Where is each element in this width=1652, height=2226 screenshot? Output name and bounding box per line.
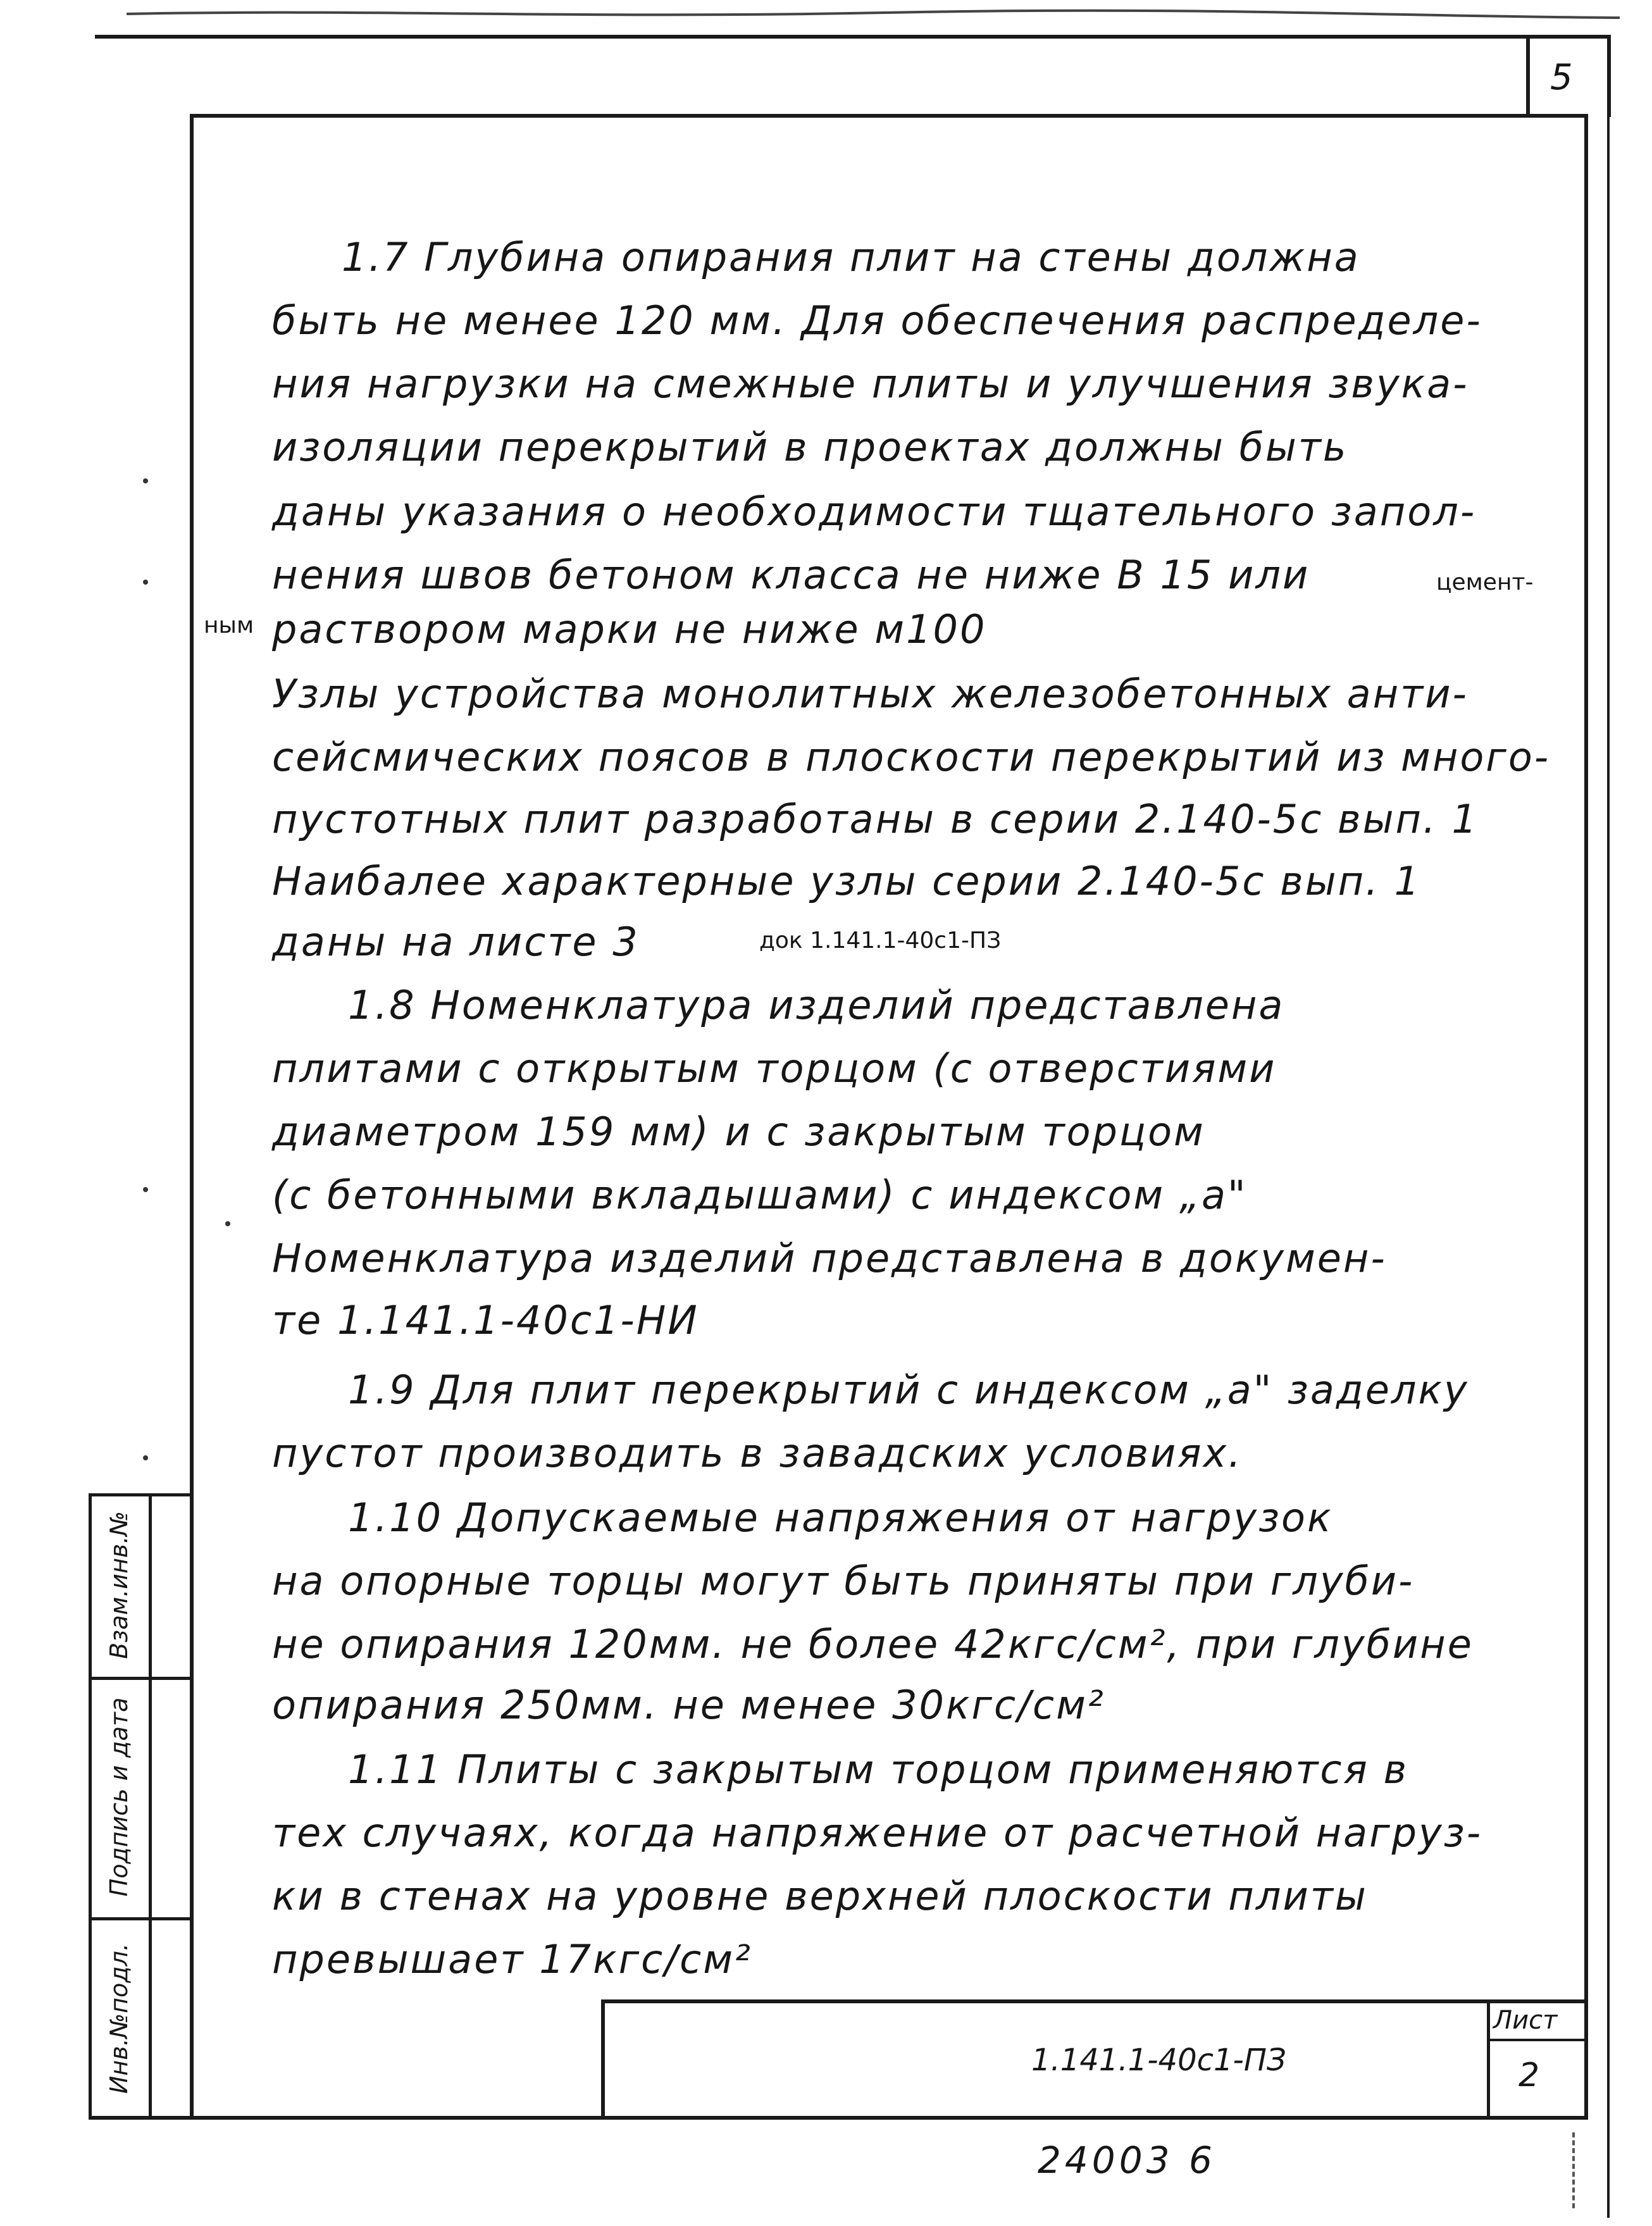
text-line: нения швов бетоном класса не ниже В 15 или [272, 552, 1310, 598]
text-line: плитами с открытым торцом (с отверстиями [272, 1045, 1277, 1091]
crop-mark [1572, 2132, 1575, 2208]
text-line: превышает 17кгс/см² [272, 1936, 752, 1982]
margin-dot [143, 580, 148, 585]
text-line: раствором марки не ниже м100 [272, 606, 987, 652]
margin-dot [143, 478, 148, 483]
page-number-cell-left [1526, 35, 1530, 117]
text-line: 1.8 Номенклатура изделий представлена [348, 982, 1285, 1028]
frame-right-outer [1607, 117, 1610, 2218]
page-number: 5 [1550, 57, 1573, 98]
frame-top-outer [95, 35, 1607, 39]
margin-dot [143, 1187, 148, 1192]
text-line: те 1.141.1-40с1-НИ [272, 1297, 699, 1343]
sheet-cell-divider [1487, 2039, 1588, 2041]
vzam-inv-label: Взам.инв.№ [105, 1511, 133, 1659]
side-stamp-div1 [89, 1677, 193, 1680]
bottom-note: 24003 6 [1038, 2139, 1216, 2182]
text-line: Узлы устройства монолитных железобетонных анти- [272, 671, 1469, 717]
text-line: Наибалее характерные узлы серии 2.140-5с вып. 1 [272, 858, 1422, 904]
podpis-data-label: Подпись и дата [105, 1697, 133, 1897]
inv-podl-label: Инв.№подл. [105, 1943, 133, 2094]
margin-dot [143, 1455, 148, 1460]
text-line: даны указания о необходимости тщательного запол- [272, 488, 1477, 535]
frame-top [190, 114, 1588, 118]
text-line: сейсмических поясов в плоскости перекрытий из много- [272, 734, 1551, 780]
frame-bottom [89, 2116, 1588, 2120]
text-line: изоляции перекрытий в проектах должны быть [272, 424, 1348, 470]
text-line: Номенклатура изделий представлена в докумен- [272, 1235, 1387, 1281]
title-block-top [601, 1999, 1588, 2003]
frame-right [1584, 114, 1588, 2120]
page-number-cell-right [1607, 35, 1611, 117]
text-line: даны на листе 3 [272, 919, 640, 965]
frame-left [190, 114, 194, 2120]
title-block-left [601, 1999, 605, 2120]
text-line: 1.7 Глубина опирания плит на стены должна [342, 234, 1360, 280]
text-line: пустот производить в завадских условиях. [272, 1430, 1243, 1476]
sheet-cell-left [1487, 1999, 1490, 2120]
top-edge-line [0, 0, 1652, 38]
side-stamp-div2 [89, 1917, 193, 1920]
document-designation: 1.141.1-40с1-ПЗ [1031, 2043, 1286, 2078]
sheet-number: 2 [1518, 2056, 1540, 2094]
text-line: 1.10 Допускаемые напряжения от нагрузок [348, 1495, 1333, 1541]
text-line: опирания 250мм. не менее 30кгс/см² [272, 1682, 1105, 1728]
text-line: на опорные торцы могут быть приняты при глуби- [272, 1558, 1415, 1604]
text-line: быть не менее 120 мм. Для обеспечения распределе- [272, 297, 1482, 344]
text-line: (с бетонными вкладышами) с индексом „а" [272, 1172, 1248, 1218]
margin-dot [225, 1221, 230, 1226]
side-stamp-left [89, 1493, 92, 2120]
text-line: тех случаях, когда напряжение от расчетной нагруз- [272, 1810, 1483, 1856]
side-stamp-mid [149, 1493, 152, 2120]
text-line: ки в стенах на уровне верхней плоскости плиты [272, 1873, 1368, 1919]
doc-reference: док 1.141.1-40с1-ПЗ [759, 928, 1002, 954]
cement-prefix: ным [204, 612, 254, 638]
text-line: 1.9 Для плит перекрытий с индексом „а" заделку [348, 1367, 1469, 1413]
text-line: 1.11 Плиты с закрытым торцом применяются в [348, 1746, 1409, 1793]
text-line: ния нагрузки на смежные плиты и улучшения звука- [272, 361, 1469, 407]
text-line: пустотных плит разработаны в серии 2.140-5с вып. 1 [272, 796, 1479, 842]
sheet-label: Лист [1493, 2006, 1558, 2035]
side-stamp-top [89, 1493, 193, 1496]
text-line: диаметром 159 мм) и с закрытым торцом [272, 1109, 1205, 1155]
text-line: не опирания 120мм. не более 42кгс/см², при глубине [272, 1621, 1474, 1667]
cement-suffix: цемент- [1436, 569, 1534, 595]
